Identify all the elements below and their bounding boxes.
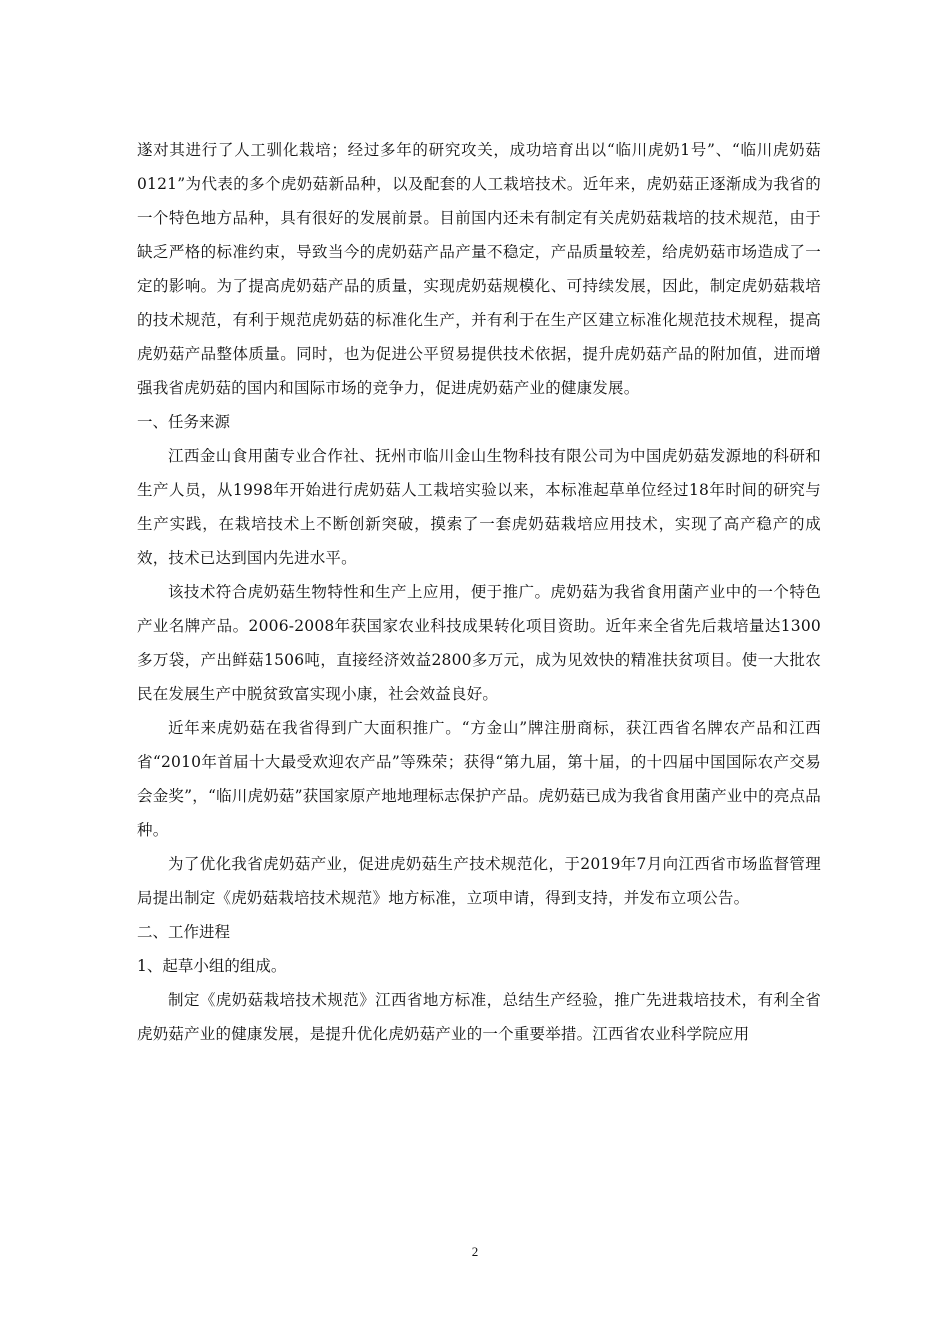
paragraph-technology: 该技术符合虎奶菇生物特性和生产上应用，便于推广。虎奶菇为我省食用菌产业中的一个特色产业名牌产品。2006-2008年获国家农业科技成果转化项目资助。近年来全省先后栽培量达1300多万袋，产出鲜菇1506吨，直接经济效益2800多万元，成为见效快的精准扶贫项目。使一大批农民在发展生产中脱贫致富实现小康，社会效益良好。 (137, 583, 821, 703)
subsection-heading-drafting-group: 1、起草小组的组成。 (137, 957, 287, 975)
paragraph-drafting-group: 制定《虎奶菇栽培技术规范》江西省地方标准，总结生产经验，推广先进栽培技术，有利全省虎奶菇产业的健康发展，是提升优化虎奶菇产业的一个重要举措。江西省农业科学院应用 (137, 991, 821, 1043)
paragraph-intro: 遂对其进行了人工驯化栽培；经过多年的研究攻关，成功培育出以“临川虎奶1号”、“临川虎奶菇0121”为代表的多个虎奶菇新品种，以及配套的人工栽培技术。近年来，虎奶菇正逐渐成为我省的一个特色地方品种，具有很好的发展前景。目前国内还未有制定有关虎奶菇栽培的技术规范，由于缺乏严格的标准约束，导致当今的虎奶菇产品产量不稳定，产品质量较差，给虎奶菇市场造成了一定的影响。为了提高虎奶菇产品的质量，实现虎奶菇规模化、可持续发展，因此，制定虎奶菇栽培的技术规范，有利于规范虎奶菇的标准化生产，并有利于在生产区建立标准化规范技术规程，提高虎奶菇产品整体质量。同时，也为促进公平贸易提供技术依据，提升虎奶菇产品的附加值，进而增强我省虎奶菇的国内和国际市场的竞争力，促进虎奶菇产业的健康发展。 (137, 141, 821, 397)
paragraph-task-source: 江西金山食用菌专业合作社、抚州市临川金山生物科技有限公司为中国虎奶菇发源地的科研和生产人员，从1998年开始进行虎奶菇人工栽培实验以来，本标准起草单位经过18年时间的研究与生产实践，在栽培技术上不断创新突破，摸索了一套虎奶菇栽培应用技术，实现了高产稳产的成效，技术已达到国内先进水平。 (137, 447, 821, 567)
document-body (137, 133, 821, 1051)
page-number: 2 (471, 1244, 479, 1259)
paragraph-promotion: 近年来虎奶菇在我省得到广大面积推广。“方金山”牌注册商标，获江西省名牌农产品和江西省“2010年首届十大最受欢迎农产品”等殊荣；获得“第九届，第十届，的十四届中国国际农产交易会金奖”，“临川虎奶菇”获国家原产地地理标志保护产品。虎奶菇已成为我省食用菌产业中的亮点品种。 (137, 719, 821, 839)
paragraph-application: 为了优化我省虎奶菇产业，促进虎奶菇生产技术规范化，于2019年7月向江西省市场监督管理局提出制定《虎奶菇栽培技术规范》地方标准，立项申请，得到支持，并发布立项公告。 (137, 855, 821, 907)
section-heading-task-source: 一、任务来源 (137, 413, 231, 431)
section-heading-work-progress: 二、工作进程 (137, 923, 231, 941)
